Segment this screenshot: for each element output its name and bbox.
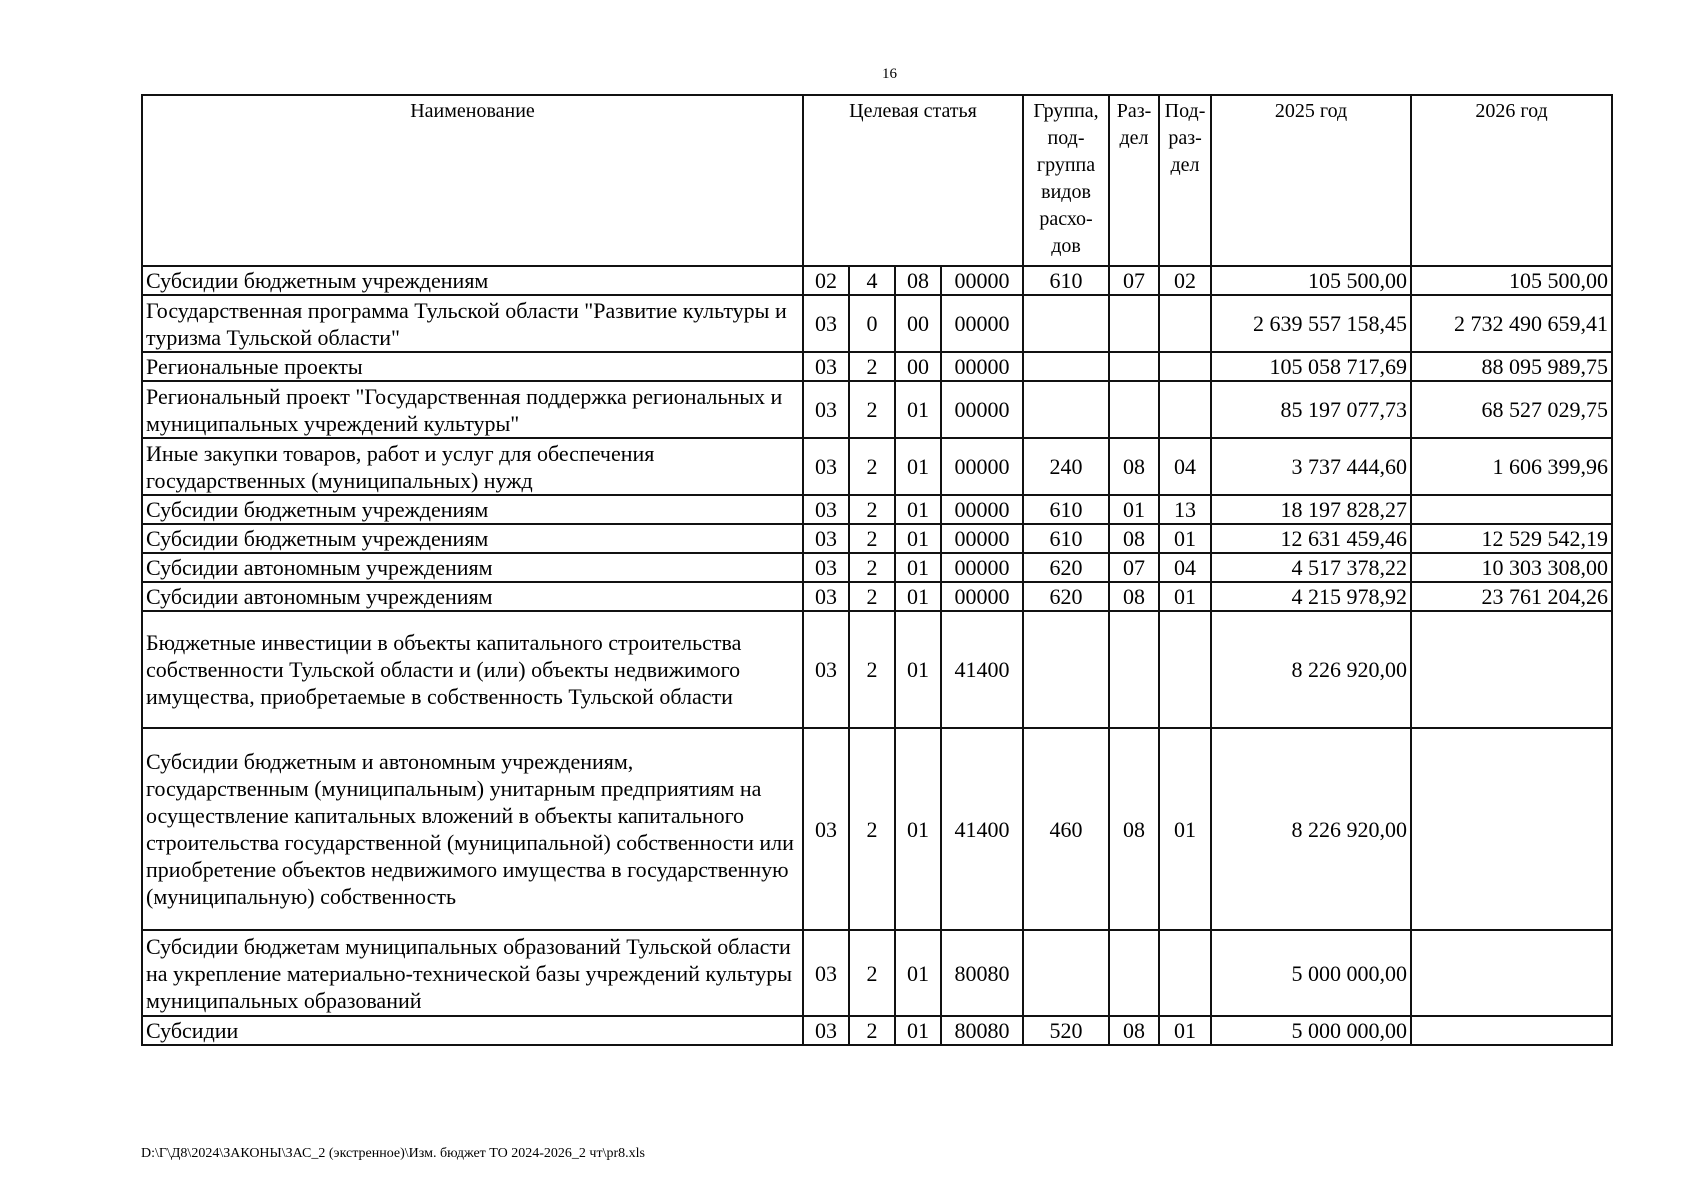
- cell-t4: 00000: [941, 438, 1023, 495]
- cell-section: [1109, 295, 1159, 352]
- header-section: Раз-дел: [1109, 95, 1159, 266]
- cell-section: 07: [1109, 266, 1159, 295]
- cell-y2026: [1411, 495, 1612, 524]
- table-row: [142, 381, 1612, 438]
- cell-t1: 03: [803, 930, 849, 1016]
- cell-group: 620: [1023, 582, 1109, 611]
- cell-t1: 03: [803, 381, 849, 438]
- cell-t1: 03: [803, 582, 849, 611]
- page-number: 16: [882, 66, 897, 82]
- cell-name: Субсидии бюджетным учреждениям: [142, 495, 803, 524]
- header-subsection: Под-раз-дел: [1159, 95, 1211, 266]
- cell-t4: 00000: [941, 495, 1023, 524]
- cell-subsection: 02: [1159, 266, 1211, 295]
- cell-t2: 2: [849, 524, 895, 553]
- cell-t4: 00000: [941, 381, 1023, 438]
- cell-y2026: 88 095 989,75: [1411, 352, 1612, 381]
- cell-t2: 4: [849, 266, 895, 295]
- cell-subsection: 01: [1159, 728, 1211, 930]
- cell-y2025: 8 226 920,00: [1211, 611, 1411, 728]
- cell-t2: 2: [849, 582, 895, 611]
- cell-section: [1109, 930, 1159, 1016]
- cell-name: Иные закупки товаров, работ и услуг для обеспечения государственных (муниципальных) нужд: [142, 438, 803, 495]
- cell-y2026: 105 500,00: [1411, 266, 1612, 295]
- cell-t3: 01: [895, 728, 941, 930]
- cell-y2025: 4 517 378,22: [1211, 553, 1411, 582]
- cell-y2025: 8 226 920,00: [1211, 728, 1411, 930]
- cell-t2: 2: [849, 352, 895, 381]
- cell-group: [1023, 930, 1109, 1016]
- cell-subsection: 01: [1159, 524, 1211, 553]
- cell-t2: 0: [849, 295, 895, 352]
- cell-subsection: 04: [1159, 553, 1211, 582]
- cell-name: Региональные проекты: [142, 352, 803, 381]
- cell-t2: 2: [849, 553, 895, 582]
- cell-t3: 01: [895, 930, 941, 1016]
- table-row: [142, 1016, 1612, 1045]
- cell-t1: 03: [803, 524, 849, 553]
- cell-t3: 08: [895, 266, 941, 295]
- cell-t3: 01: [895, 381, 941, 438]
- cell-name: Субсидии бюджетным учреждениям: [142, 266, 803, 295]
- cell-group: 610: [1023, 266, 1109, 295]
- cell-group: 620: [1023, 553, 1109, 582]
- cell-name: Субсидии автономным учреждениям: [142, 553, 803, 582]
- cell-t3: 01: [895, 524, 941, 553]
- cell-t3: 01: [895, 582, 941, 611]
- cell-t1: 03: [803, 438, 849, 495]
- cell-subsection: [1159, 611, 1211, 728]
- cell-name: Субсидии автономным учреждениям: [142, 582, 803, 611]
- cell-subsection: 01: [1159, 582, 1211, 611]
- cell-y2026: 1 606 399,96: [1411, 438, 1612, 495]
- table-row: [142, 930, 1612, 1016]
- cell-y2025: 85 197 077,73: [1211, 381, 1411, 438]
- cell-group: 610: [1023, 524, 1109, 553]
- cell-t1: 03: [803, 295, 849, 352]
- cell-section: 08: [1109, 438, 1159, 495]
- cell-y2026: [1411, 930, 1612, 1016]
- cell-section: [1109, 381, 1159, 438]
- cell-y2026: 2 732 490 659,41: [1411, 295, 1612, 352]
- cell-t1: 03: [803, 352, 849, 381]
- cell-section: 08: [1109, 1016, 1159, 1045]
- cell-name: Субсидии бюджетам муниципальных образований Тульской области на укрепление материально-технической базы учреждений культуры муниципальных образований: [142, 930, 803, 1016]
- cell-group: 520: [1023, 1016, 1109, 1045]
- cell-t2: 2: [849, 438, 895, 495]
- table-row: [142, 582, 1612, 611]
- cell-t3: 01: [895, 1016, 941, 1045]
- cell-y2025: 4 215 978,92: [1211, 582, 1411, 611]
- cell-y2026: 23 761 204,26: [1411, 582, 1612, 611]
- cell-group: 460: [1023, 728, 1109, 930]
- header-name: Наименование: [142, 95, 803, 266]
- cell-y2026: 12 529 542,19: [1411, 524, 1612, 553]
- cell-group: [1023, 352, 1109, 381]
- cell-t4: 80080: [941, 1016, 1023, 1045]
- budget-table: [141, 94, 1613, 1046]
- header-row: [142, 95, 1612, 266]
- cell-subsection: 13: [1159, 495, 1211, 524]
- table-row: [142, 553, 1612, 582]
- cell-t1: 02: [803, 266, 849, 295]
- cell-group: [1023, 611, 1109, 728]
- cell-section: 08: [1109, 728, 1159, 930]
- cell-t1: 03: [803, 611, 849, 728]
- cell-t3: 01: [895, 438, 941, 495]
- cell-subsection: [1159, 381, 1211, 438]
- table-row: [142, 524, 1612, 553]
- cell-t4: 00000: [941, 295, 1023, 352]
- table-row: [142, 295, 1612, 352]
- cell-t3: 00: [895, 295, 941, 352]
- cell-t4: 00000: [941, 524, 1023, 553]
- cell-y2025: 18 197 828,27: [1211, 495, 1411, 524]
- cell-section: [1109, 611, 1159, 728]
- table-row: [142, 611, 1612, 728]
- cell-t4: 80080: [941, 930, 1023, 1016]
- cell-y2025: 105 500,00: [1211, 266, 1411, 295]
- table-row: [142, 352, 1612, 381]
- cell-group: 240: [1023, 438, 1109, 495]
- cell-t2: 2: [849, 930, 895, 1016]
- cell-y2026: 68 527 029,75: [1411, 381, 1612, 438]
- cell-subsection: [1159, 295, 1211, 352]
- cell-name: Бюджетные инвестиции в объекты капитального строительства собственности Тульской области и (или) объекты недвижимого имущества, приобретаемые в собственность Тульской области: [142, 611, 803, 728]
- cell-subsection: [1159, 930, 1211, 1016]
- cell-y2025: 2 639 557 158,45: [1211, 295, 1411, 352]
- cell-t4: 00000: [941, 266, 1023, 295]
- cell-name: Субсидии бюджетным учреждениям: [142, 524, 803, 553]
- cell-section: 07: [1109, 553, 1159, 582]
- cell-y2025: 3 737 444,60: [1211, 438, 1411, 495]
- cell-y2025: 5 000 000,00: [1211, 930, 1411, 1016]
- cell-t4: 00000: [941, 352, 1023, 381]
- cell-section: [1109, 352, 1159, 381]
- cell-section: 01: [1109, 495, 1159, 524]
- cell-subsection: 01: [1159, 1016, 1211, 1045]
- cell-group: [1023, 295, 1109, 352]
- cell-t2: 2: [849, 495, 895, 524]
- cell-t2: 2: [849, 1016, 895, 1045]
- cell-t3: 01: [895, 611, 941, 728]
- cell-t2: 2: [849, 381, 895, 438]
- cell-y2025: 105 058 717,69: [1211, 352, 1411, 381]
- header-2026: 2026 год: [1411, 95, 1612, 266]
- cell-t4: 41400: [941, 728, 1023, 930]
- cell-subsection: 04: [1159, 438, 1211, 495]
- cell-t1: 03: [803, 728, 849, 930]
- cell-name: Субсидии: [142, 1016, 803, 1045]
- cell-subsection: [1159, 352, 1211, 381]
- table-row: [142, 728, 1612, 930]
- cell-t3: 00: [895, 352, 941, 381]
- cell-name: Региональный проект "Государственная поддержка региональных и муниципальных учреждений культуры": [142, 381, 803, 438]
- table-row: [142, 495, 1612, 524]
- cell-t1: 03: [803, 1016, 849, 1045]
- cell-y2025: 12 631 459,46: [1211, 524, 1411, 553]
- cell-t4: 41400: [941, 611, 1023, 728]
- cell-t2: 2: [849, 611, 895, 728]
- table-row: [142, 266, 1612, 295]
- cell-name: Субсидии бюджетным и автономным учреждениям, государственным (муниципальным) унитарным предприятиям на осуществление капитальных вложений в объекты капитального строительства государственной (муниципальной) собственности или приобретение объектов недвижимого имущества в государственную (муниципальную) собственность: [142, 728, 803, 930]
- cell-group: [1023, 381, 1109, 438]
- header-target: Целевая статья: [803, 95, 1023, 266]
- cell-y2025: 5 000 000,00: [1211, 1016, 1411, 1045]
- cell-name: Государственная программа Тульской области "Развитие культуры и туризма Тульской области": [142, 295, 803, 352]
- cell-t1: 03: [803, 553, 849, 582]
- header-group: Группа, под-группа видов расхо-дов: [1023, 95, 1109, 266]
- cell-t4: 00000: [941, 553, 1023, 582]
- cell-section: 08: [1109, 524, 1159, 553]
- cell-t3: 01: [895, 495, 941, 524]
- cell-section: 08: [1109, 582, 1159, 611]
- cell-y2026: 10 303 308,00: [1411, 553, 1612, 582]
- cell-t3: 01: [895, 553, 941, 582]
- cell-y2026: [1411, 1016, 1612, 1045]
- table-row: [142, 438, 1612, 495]
- cell-y2026: [1411, 728, 1612, 930]
- cell-y2026: [1411, 611, 1612, 728]
- cell-group: 610: [1023, 495, 1109, 524]
- footer-file-path: D:\Г\Д8\2024\ЗАКОНЫ\ЗАС_2 (экстренное)\Изм. бюджет ТО 2024-2026_2 чт\pr8.xls: [141, 1146, 645, 1161]
- cell-t4: 00000: [941, 582, 1023, 611]
- cell-t2: 2: [849, 728, 895, 930]
- cell-t1: 03: [803, 495, 849, 524]
- header-2025: 2025 год: [1211, 95, 1411, 266]
